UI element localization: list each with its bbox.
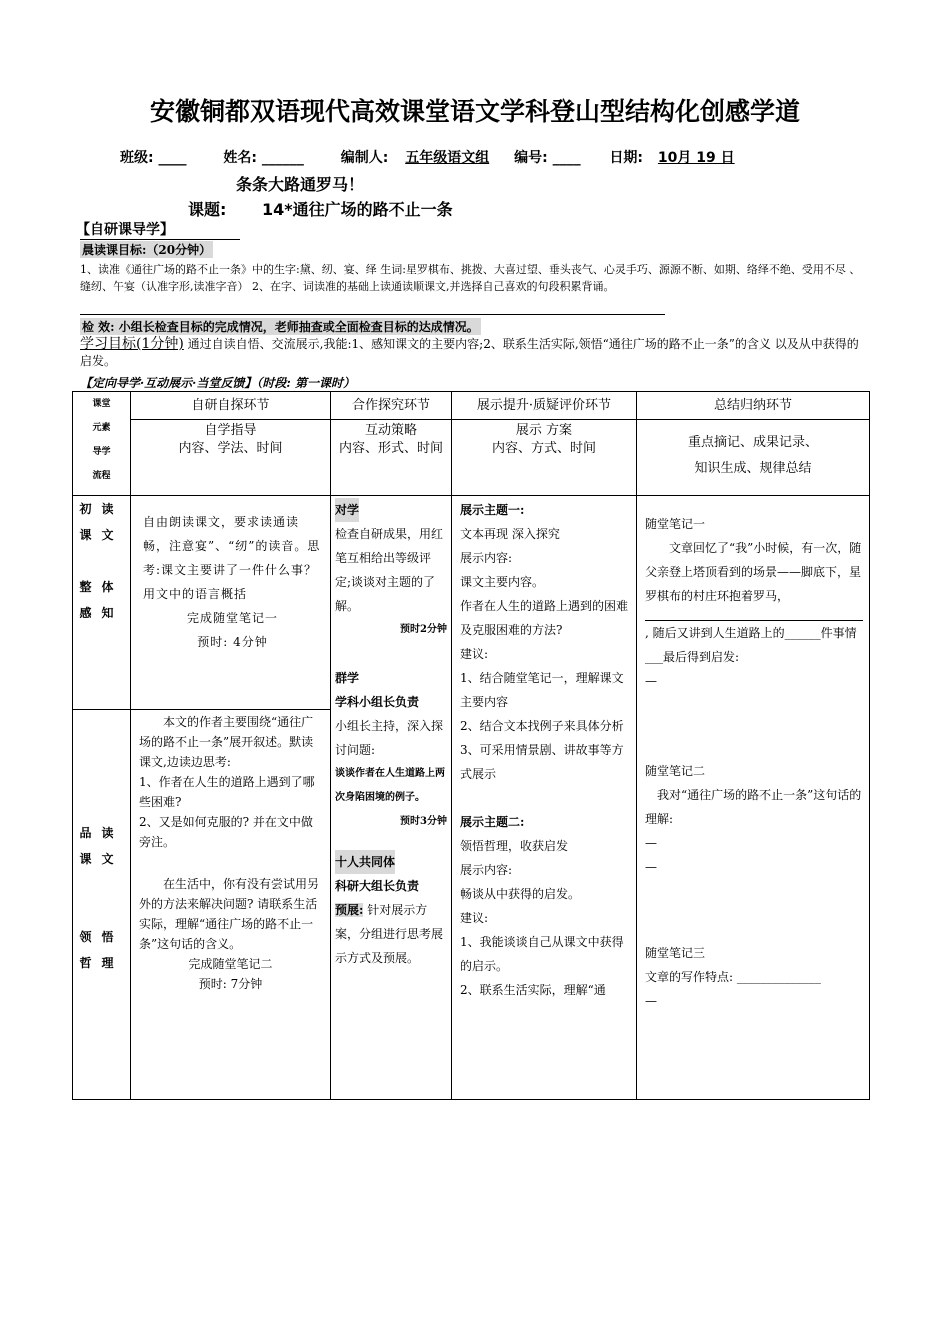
name-value: ______	[261, 150, 304, 166]
col-head-summary: 总结归纳环节	[637, 392, 870, 420]
row-label-first-read: 初读 课文 整体 感知	[73, 496, 131, 710]
coop-cell	[331, 496, 452, 1100]
study-goal	[80, 336, 870, 370]
coop-ten-pre: 预展:	[335, 903, 364, 917]
sub-head-self: 自学指导 内容、学法、时间	[131, 420, 331, 496]
date-label: 日期:	[609, 150, 644, 166]
class-label: 班级:	[120, 150, 154, 166]
number-value: ____	[552, 150, 581, 166]
self-study-1-text: 自由朗读课文，要求读通读畅，注意宴”、“纫”的读音。思考:课文主要讲了一件什么事？ 用文中的语言概括	[143, 515, 321, 601]
self-study-2	[131, 710, 331, 1100]
document-title: 安徽铜都双语现代高效课堂语文学科登山型结构化创感学道	[149, 97, 800, 126]
show1-text: 文本再现 深入探究 展示内容: 课文主要内容。 作者在人生的道路上遇到的困难及克服困难的方法? 建议: 1、结合随堂笔记一，理解课文主要内容 2、结合文本找例子来具体分析 3、可采用情景剧、讲故事等方式展示	[460, 527, 629, 781]
class-value: ____	[158, 150, 187, 166]
coop-group-lead: 学科小组长负责	[335, 695, 420, 709]
coop-pair-label: 对学	[335, 498, 359, 522]
motto: 条条大路通罗马！	[236, 175, 365, 194]
morning-goal: 晨读课目标:（20分钟）	[82, 243, 212, 257]
show-cell	[452, 496, 637, 1100]
study-goal-text: 通过自读自悟、交流展示,我能:1、感知课文的主要内容;2、联系生活实际,领悟“通往广场的路不止一条”的含义 以及从中获得的启发。	[80, 337, 859, 368]
note1-dash: —	[645, 674, 657, 688]
col-head-coop: 合作探究环节	[331, 392, 452, 420]
note1-tail: , 随后又讲到人生道路上的______件事情___最后得到启发:	[645, 626, 857, 664]
self-study-2-done: 完成随堂笔记二	[188, 957, 273, 971]
sub-head-show: 展示 方案 内容、方式、时间	[452, 420, 637, 496]
section-self-study: 【自研课导学】	[76, 222, 174, 238]
summary-cell	[637, 496, 870, 1100]
coop-ten-text: 针对展示方案，分组进行思考展示方式及预展。	[335, 903, 444, 965]
note2-text: 我对“通往广场的路不止一条”这句话的理解:	[645, 788, 862, 826]
show2-text: 领悟哲理，收获启发 展示内容: 畅谈从中获得的启发。 建议: 1、我能谈谈自己从课文中获得的启示。 2、联系生活实际，理解“通	[460, 839, 624, 997]
note3-title: 随堂笔记三	[645, 946, 706, 960]
coop-group-question: 谈谈作者在人生道路上两次身陷困境的例子。	[335, 768, 445, 803]
info-line	[120, 147, 735, 167]
note3-dash: —	[645, 994, 657, 1008]
coop-pair-text: 检查自研成果，用红笔互相给出等级评定;谈谈对主题的了解。	[335, 527, 444, 613]
editor-value: 五年级语文组	[405, 150, 490, 166]
reading-task: 1、读准《通往广场的路不止一条》中的生字:黛、纫、宴、绎 生词:星罗棋布、挑拨、大喜过望、垂头丧气、心灵手巧、源源不断、如期、络绎不绝、受用不尽 、缝纫、午宴（认准字形,读准字音） 2、在字、词读准的基础上读通读顺课文,并选择自己喜欢的句段积累背诵。	[80, 263, 861, 293]
note2-dash: —	[645, 860, 657, 874]
editor-label: 编制人:	[340, 150, 389, 166]
name-label: 姓名:	[223, 150, 257, 166]
coop-group-text: 小组长主持，深入探讨问题:	[335, 719, 444, 757]
col-head-show: 展示提升·质疑评价环节	[452, 392, 637, 420]
lesson-value: 14*通往广场的路不止一条	[261, 200, 453, 219]
note1-text: 文章回忆了“我”小时候，有一次，随父亲登上塔顶看到的场景——脚底下，星罗棋布的村庄环抱着罗马，	[645, 541, 862, 603]
coop-ten-label: 十人共同体	[335, 850, 395, 874]
corner-line: 课堂	[92, 399, 111, 409]
note1-title: 随堂笔记一	[645, 517, 706, 531]
lesson-title	[188, 197, 453, 220]
corner-cell	[73, 392, 131, 496]
coop-ten-lead: 科研大组长负责	[335, 879, 420, 893]
self-study-2a: 本文的作者主要围绕“通往广场的路不止一条”展开叙述。默读课文,边读边思考: 1、作者在人生的道路上遇到了哪些困难? 2、又是如何克服的? 并在文中做旁注。	[139, 715, 315, 849]
row-label-deep-read: 品读 课文 领悟 哲理	[73, 710, 131, 1100]
self-study-2-time: 预时: 7分钟	[198, 977, 263, 991]
sub-head-summary: 重点摘记、成果记录、 知识生成、规律总结	[637, 420, 870, 496]
coop-group-label: 群学	[335, 671, 360, 685]
check-text: 检 效: 小组长检查目标的完成情况，老师抽查或全面检查目标的达成情况。	[82, 320, 479, 334]
note3-text: 文章的写作特点: ______________	[645, 970, 821, 984]
self-study-1-done: 完成随堂笔记一	[186, 611, 278, 625]
corner-line: 流程	[92, 471, 111, 481]
date-value: 10月 19 日	[657, 150, 735, 166]
lesson-table	[72, 391, 870, 1100]
study-goal-label: 学习目标(1分钟)	[80, 336, 184, 352]
col-head-self: 自研自探环节	[131, 392, 331, 420]
corner-line: 元素	[92, 423, 111, 433]
corner-line: 导学	[92, 447, 111, 457]
number-label: 编号:	[514, 150, 548, 166]
show2-title: 展示主题二:	[460, 815, 525, 829]
section-guided-study: 【定向导学·互动展示·当堂反馈】（时段: 第一课时）	[80, 376, 355, 390]
self-study-1-time: 预时: 4分钟	[197, 635, 268, 649]
lesson-label: 课题:	[188, 200, 227, 219]
self-study-2b: 在生活中，你有没有尝试用另外的方法来解决问题? 请联系生活实际，理解“通往广场的路不止一条”这句话的含义。	[139, 877, 320, 951]
sub-head-coop: 互动策略 内容、形式、时间	[331, 420, 452, 496]
self-study-1	[131, 496, 331, 710]
note2-title: 随堂笔记二	[645, 764, 706, 778]
note2-dash: —	[645, 836, 657, 850]
show1-title: 展示主题一:	[460, 503, 525, 517]
coop-pair-time: 预时2分钟	[400, 624, 447, 635]
coop-group-time: 预时3分钟	[400, 816, 447, 827]
